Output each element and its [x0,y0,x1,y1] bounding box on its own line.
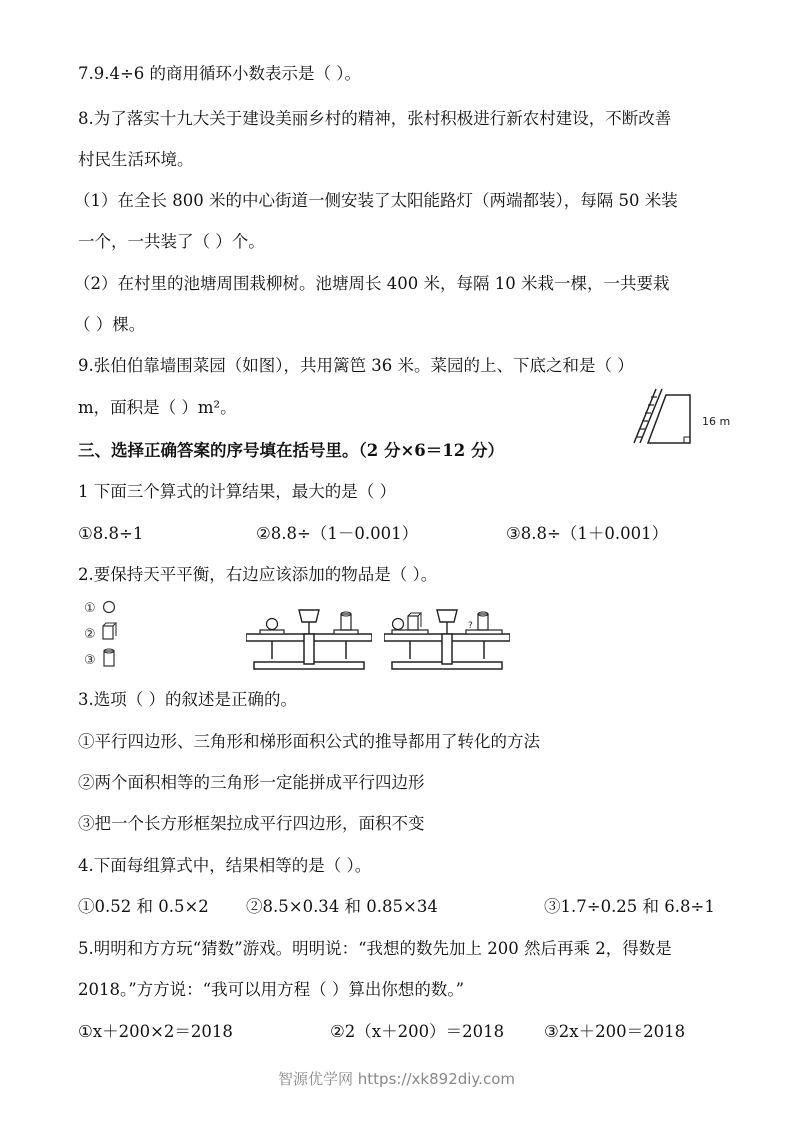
c5-stem-2: 2018。”方方说：“我可以用方程（ ）算出你想的数。” [78,980,465,999]
q9-line-1: 9.张伯伯靠墙围菜园（如图），共用篱笆 36 米。菜园的上、下底之和是（ ） [78,356,634,375]
right-angle-mark [684,437,690,443]
c4-option-2: ②8.5×0.34 和 0.85×34 [246,897,438,916]
balance-scale-right [384,604,510,670]
c5-option-3: ③2x＋200＝2018 [544,1022,686,1041]
ball-icon [267,619,278,630]
trapezoid-garden-figure [630,385,740,447]
legend-label-2: ② [84,627,96,642]
c4-option-1: ①0.52 和 0.5×2 [78,897,209,916]
cube-icon [408,616,418,630]
q8-part2-a: （2）在村里的池塘周围栽柳树。池塘周长 400 米，每隔 10 米栽一棵，一共要栽 [74,274,670,293]
c5-option-2: ②2（x＋200）＝2018 [330,1022,505,1041]
c1-option-2: ②8.8÷（1－0.001） [256,524,419,543]
c1-option-3: ③8.8÷（1＋0.001） [506,524,669,543]
footer-watermark: 智源优学网 https://xk892diy.com [278,1070,515,1088]
c3-option-2: ②两个面积相等的三角形一定能拼成平行四边形 [78,773,425,792]
c3-option-3: ③把一个长方形框架拉成平行四边形，面积不变 [78,814,425,833]
q8-part2-b: （ ）棵。 [74,315,146,334]
legend-label-3: ③ [84,653,96,668]
section-3-title: 三、选择正确答案的序号填在括号里。（2 分×6＝12 分） [78,441,504,460]
c5-option-1: ①x＋200×2＝2018 [78,1022,233,1041]
c4-stem: 4.下面每组算式中，结果相等的是（ ）。 [78,856,372,875]
q8-part1-a: （1）在全长 800 米的中心街道一侧安装了太阳能路灯（两端都装），每隔 50 米装 [74,191,678,210]
balance-scale-left [246,604,372,670]
q7: 7.9.4÷6 的商用循环小数表示是（ ）。 [78,64,362,83]
q8-part1-b: 一个，一共装了（ ）个。 [78,232,265,251]
legend-label-1: ① [84,601,96,616]
c2-stem: 2.要保持天平平衡，右边应该添加的物品是（ ）。 [78,565,438,584]
q9-line-2: m，面积是（ ）m²。 [78,398,237,417]
question-mark: ? [468,621,473,631]
ball-icon [104,602,115,613]
c3-option-1: ①平行四边形、三角形和梯形面积公式的推导都用了转化的方法 [78,732,540,751]
trapezoid-shape [648,395,690,443]
q8-stem-2: 村民生活环境。 [78,150,194,169]
c4-option-3: ③1.7÷0.25 和 6.8÷1 [544,897,715,916]
ball-icon [393,619,404,630]
c1-stem: 1 下面三个算式的计算结果，最大的是（ ） [78,482,396,501]
figure-height-label: 16 m [702,415,731,428]
c2-legend [84,598,124,672]
c5-stem-1: 5.明明和方方玩“猜数”游戏。明明说：“我想的数先加上 200 然后再乘 2，得数是 [78,939,672,958]
q8-stem-1: 8.为了落实十九大关于建设美丽乡村的精神，张村积极进行新农村建设，不断改善 [78,109,672,128]
c3-stem: 3.选项（ ）的叙述是正确的。 [78,690,297,709]
cube-icon [103,626,113,639]
c1-option-1: ①8.8÷1 [78,524,144,543]
